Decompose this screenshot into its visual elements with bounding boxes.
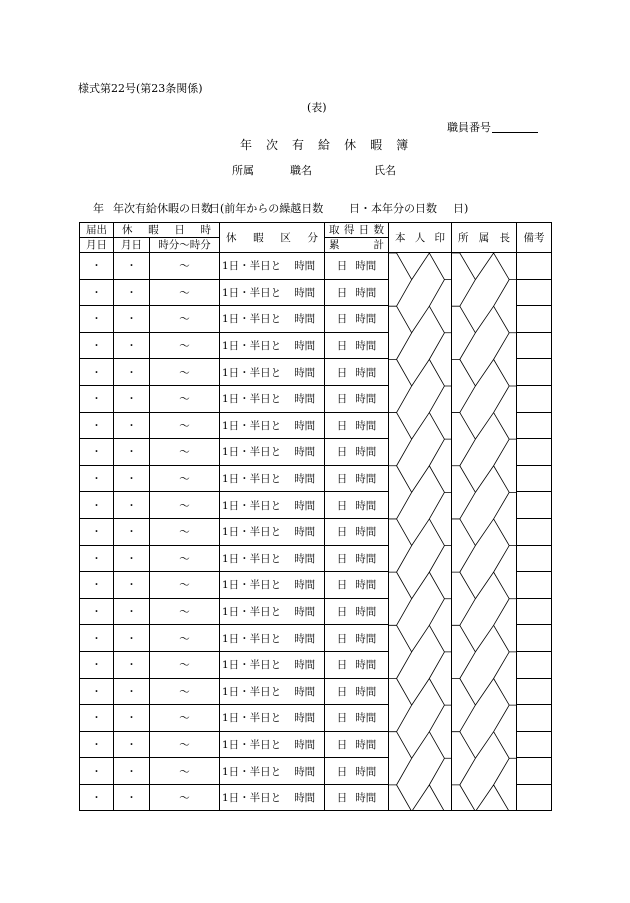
- leave-category-cell[interactable]: [220, 253, 325, 280]
- cumulative-cell[interactable]: [325, 784, 389, 811]
- category-prefix: 1日・半日と: [222, 499, 282, 512]
- cumulative-hours: 時間: [355, 260, 377, 273]
- leave-date-cell[interactable]: ・: [114, 332, 150, 359]
- category-prefix: 1日・半日と: [222, 526, 282, 539]
- time-range-cell[interactable]: ～: [150, 492, 220, 519]
- leave-date-cell[interactable]: ・: [114, 572, 150, 599]
- category-prefix: 1日・半日と: [222, 632, 282, 645]
- category-prefix: 1日・半日と: [222, 606, 282, 619]
- remarks-cell[interactable]: [517, 465, 552, 492]
- cumulative-hours: 時間: [355, 792, 377, 805]
- category-hours: 時間: [294, 792, 316, 805]
- leave-category-cell[interactable]: [220, 598, 325, 625]
- category-prefix: 1日・半日と: [222, 419, 282, 432]
- remarks-cell[interactable]: [517, 253, 552, 280]
- cumulative-hours: 時間: [355, 579, 377, 592]
- cumulative-header: 累 計: [325, 238, 389, 253]
- cumulative-days: 日: [336, 632, 348, 645]
- cumulative-cell[interactable]: [325, 359, 389, 386]
- time-range-cell[interactable]: ～: [150, 705, 220, 732]
- cumulative-days: 日: [336, 738, 348, 751]
- notify-date-cell[interactable]: ・: [80, 572, 114, 599]
- cumulative-days: 日: [336, 579, 348, 592]
- category-prefix: 1日・半日と: [222, 579, 282, 592]
- leave-category-cell[interactable]: [220, 678, 325, 705]
- staff-number-field[interactable]: [492, 121, 538, 133]
- leave-category-cell[interactable]: [220, 625, 325, 652]
- category-hours: 時間: [294, 712, 316, 725]
- category-prefix: 1日・半日と: [222, 446, 282, 459]
- current-unit: 日): [453, 202, 469, 215]
- cumulative-cell[interactable]: [325, 758, 389, 785]
- category-hours: 時間: [294, 659, 316, 672]
- remarks-cell[interactable]: [517, 545, 552, 572]
- leave-category-cell[interactable]: [220, 545, 325, 572]
- cumulative-cell[interactable]: [325, 492, 389, 519]
- cumulative-days: 日: [336, 446, 348, 459]
- leave-datetime-header: 休 暇 日 時: [114, 223, 220, 238]
- cumulative-cell[interactable]: [325, 731, 389, 758]
- leave-date-cell[interactable]: ・: [114, 651, 150, 678]
- cumulative-days: 日: [336, 712, 348, 725]
- cumulative-days: 日: [336, 685, 348, 698]
- leave-date-cell[interactable]: ・: [114, 439, 150, 466]
- remarks-cell[interactable]: [517, 625, 552, 652]
- category-prefix: 1日・半日と: [222, 313, 282, 326]
- category-hours: 時間: [294, 393, 316, 406]
- cumulative-hours: 時間: [355, 313, 377, 326]
- leave-date-cell[interactable]: ・: [114, 279, 150, 306]
- time-range-cell[interactable]: ～: [150, 678, 220, 705]
- leave-date-cell[interactable]: ・: [114, 758, 150, 785]
- self-seal-column[interactable]: [389, 253, 452, 811]
- category-prefix: 1日・半日と: [222, 260, 282, 273]
- cumulative-hours: 時間: [355, 446, 377, 459]
- cumulative-hours: 時間: [355, 419, 377, 432]
- remarks-cell[interactable]: [517, 492, 552, 519]
- leave-category-cell[interactable]: [220, 492, 325, 519]
- remarks-cell[interactable]: [517, 385, 552, 412]
- cumulative-days: 日: [336, 606, 348, 619]
- remarks-cell[interactable]: [517, 572, 552, 599]
- days-unit: 日(前年からの繰越日数: [209, 202, 324, 215]
- remarks-cell[interactable]: [517, 784, 552, 811]
- cumulative-days: 日: [336, 366, 348, 379]
- leave-category-cell[interactable]: [220, 412, 325, 439]
- time-range-cell[interactable]: ～: [150, 253, 220, 280]
- notify-date-cell[interactable]: ・: [80, 518, 114, 545]
- time-range-cell[interactable]: ～: [150, 306, 220, 333]
- time-range-cell[interactable]: ～: [150, 545, 220, 572]
- leave-date-cell[interactable]: ・: [114, 598, 150, 625]
- time-range-cell[interactable]: ～: [150, 412, 220, 439]
- category-prefix: 1日・半日と: [222, 393, 282, 406]
- table-row: [80, 253, 552, 280]
- leave-category-cell[interactable]: [220, 465, 325, 492]
- category-prefix: 1日・半日と: [222, 286, 282, 299]
- cumulative-cell[interactable]: [325, 625, 389, 652]
- leave-category-cell[interactable]: [220, 731, 325, 758]
- notify-date-cell[interactable]: ・: [80, 731, 114, 758]
- time-range-cell[interactable]: ～: [150, 572, 220, 599]
- cumulative-cell[interactable]: [325, 253, 389, 280]
- category-hours: 時間: [294, 552, 316, 565]
- cumulative-hours: 時間: [355, 340, 377, 353]
- time-range-cell[interactable]: ～: [150, 518, 220, 545]
- cumulative-cell[interactable]: [325, 598, 389, 625]
- affiliation-label: 所属: [232, 164, 254, 177]
- title-char: 簿: [396, 138, 409, 152]
- notify-date-cell[interactable]: ・: [80, 598, 114, 625]
- category-hours: 時間: [294, 606, 316, 619]
- time-range-cell[interactable]: ～: [150, 385, 220, 412]
- category-hours: 時間: [294, 340, 316, 353]
- time-range-cell[interactable]: ～: [150, 731, 220, 758]
- dept-head-header: 所 属 長: [452, 223, 517, 253]
- category-hours: 時間: [294, 286, 316, 299]
- cumulative-days: 日: [336, 792, 348, 805]
- front-side-label: (表): [307, 101, 327, 114]
- cumulative-cell[interactable]: [325, 651, 389, 678]
- category-hours: 時間: [294, 473, 316, 486]
- seal-grid: [389, 253, 452, 811]
- seal-grid-lines: [452, 253, 517, 811]
- leave-category-cell[interactable]: [220, 332, 325, 359]
- cumulative-days: 日: [336, 393, 348, 406]
- title-char: 給: [318, 138, 331, 152]
- cumulative-days: 日: [336, 286, 348, 299]
- notify-header-top: 届出: [80, 223, 114, 238]
- seal-grid: [452, 253, 517, 811]
- leave-date-cell[interactable]: ・: [114, 412, 150, 439]
- category-hours: 時間: [294, 632, 316, 645]
- leave-record-table: [79, 222, 552, 811]
- cumulative-cell[interactable]: [325, 678, 389, 705]
- cumulative-hours: 時間: [355, 499, 377, 512]
- category-prefix: 1日・半日と: [222, 659, 282, 672]
- leave-days-line: [93, 200, 468, 216]
- category-hours: 時間: [294, 366, 316, 379]
- notify-date-cell[interactable]: ・: [80, 306, 114, 333]
- remarks-cell[interactable]: [517, 332, 552, 359]
- self-seal-header: 本 人 印: [389, 223, 452, 253]
- cumulative-days: 日: [336, 340, 348, 353]
- notify-date-cell[interactable]: ・: [80, 678, 114, 705]
- cumulative-cell[interactable]: [325, 439, 389, 466]
- time-range-cell[interactable]: ～: [150, 758, 220, 785]
- leave-date-cell[interactable]: ・: [114, 518, 150, 545]
- category-hours: 時間: [294, 579, 316, 592]
- time-range-cell[interactable]: ～: [150, 598, 220, 625]
- category-prefix: 1日・半日と: [222, 765, 282, 778]
- remarks-cell[interactable]: [517, 359, 552, 386]
- notify-date-cell[interactable]: ・: [80, 705, 114, 732]
- cumulative-hours: 時間: [355, 765, 377, 778]
- notify-date-cell[interactable]: ・: [80, 651, 114, 678]
- cumulative-cell[interactable]: [325, 545, 389, 572]
- leave-category-cell[interactable]: [220, 439, 325, 466]
- leave-category-cell[interactable]: [220, 784, 325, 811]
- category-hours: 時間: [294, 313, 316, 326]
- category-prefix: 1日・半日と: [222, 738, 282, 751]
- time-range-cell[interactable]: ～: [150, 332, 220, 359]
- title-char: 有: [292, 138, 305, 152]
- leave-date-cell[interactable]: ・: [114, 306, 150, 333]
- cumulative-hours: 時間: [355, 712, 377, 725]
- notify-date-cell[interactable]: ・: [80, 784, 114, 811]
- carryover-unit: 日・本年分の日数: [349, 202, 437, 215]
- cumulative-cell[interactable]: [325, 412, 389, 439]
- cumulative-days: 日: [336, 419, 348, 432]
- leave-date-cell[interactable]: ・: [114, 705, 150, 732]
- cumulative-hours: 時間: [355, 685, 377, 698]
- category-hours: 時間: [294, 685, 316, 698]
- time-range-cell[interactable]: ～: [150, 439, 220, 466]
- cumulative-hours: 時間: [355, 286, 377, 299]
- notify-date-cell[interactable]: ・: [80, 625, 114, 652]
- cumulative-hours: 時間: [355, 659, 377, 672]
- category-hours: 時間: [294, 738, 316, 751]
- remarks-cell[interactable]: [517, 306, 552, 333]
- form-number: 様式第22号(第23条関係): [78, 82, 203, 95]
- remarks-cell[interactable]: [517, 678, 552, 705]
- category-prefix: 1日・半日と: [222, 712, 282, 725]
- category-hours: 時間: [294, 499, 316, 512]
- cumulative-days: 日: [336, 260, 348, 273]
- leave-date-cell[interactable]: ・: [114, 359, 150, 386]
- leave-category-cell[interactable]: [220, 651, 325, 678]
- position-label: 職名: [290, 164, 312, 177]
- notify-date-cell[interactable]: ・: [80, 545, 114, 572]
- name-label: 氏名: [374, 164, 396, 177]
- cumulative-hours: 時間: [355, 366, 377, 379]
- staff-number-label: 職員番号: [447, 121, 491, 134]
- notify-date-cell[interactable]: ・: [80, 253, 114, 280]
- annual-days-label: 年次有給休暇の日数: [113, 202, 212, 215]
- notify-date-cell[interactable]: ・: [80, 332, 114, 359]
- time-range-cell[interactable]: ～: [150, 465, 220, 492]
- staff-number: [447, 119, 538, 135]
- cumulative-days: 日: [336, 499, 348, 512]
- leave-category-cell[interactable]: [220, 758, 325, 785]
- affiliation-line: [232, 162, 396, 178]
- leave-category-cell[interactable]: [220, 518, 325, 545]
- category-hours: 時間: [294, 419, 316, 432]
- time-range-header: 時分～時分: [150, 238, 220, 253]
- cumulative-days: 日: [336, 552, 348, 565]
- cumulative-cell[interactable]: [325, 705, 389, 732]
- cumulative-hours: 時間: [355, 526, 377, 539]
- notify-date-cell[interactable]: ・: [80, 439, 114, 466]
- cumulative-cell[interactable]: [325, 279, 389, 306]
- leave-category-cell[interactable]: [220, 306, 325, 333]
- cumulative-cell[interactable]: [325, 332, 389, 359]
- cumulative-cell[interactable]: [325, 572, 389, 599]
- leave-date-cell[interactable]: ・: [114, 678, 150, 705]
- remarks-cell[interactable]: [517, 598, 552, 625]
- remarks-cell[interactable]: [517, 279, 552, 306]
- cumulative-days: 日: [336, 659, 348, 672]
- notify-date-cell[interactable]: ・: [80, 279, 114, 306]
- leave-category-cell[interactable]: [220, 279, 325, 306]
- time-range-cell[interactable]: ～: [150, 625, 220, 652]
- remarks-cell[interactable]: [517, 731, 552, 758]
- notify-date-cell[interactable]: ・: [80, 359, 114, 386]
- cumulative-cell[interactable]: [325, 465, 389, 492]
- cumulative-hours: 時間: [355, 738, 377, 751]
- cumulative-days: 日: [336, 526, 348, 539]
- leave-date-cell[interactable]: ・: [114, 625, 150, 652]
- notify-date-cell[interactable]: ・: [80, 758, 114, 785]
- title-char: 暇: [370, 138, 383, 152]
- category-hours: 時間: [294, 765, 316, 778]
- leave-category-cell[interactable]: [220, 359, 325, 386]
- title-char: 休: [344, 138, 357, 152]
- leave-category-cell[interactable]: [220, 385, 325, 412]
- cumulative-cell[interactable]: [325, 306, 389, 333]
- cumulative-hours: 時間: [355, 632, 377, 645]
- leave-category-cell[interactable]: [220, 705, 325, 732]
- leave-date-cell[interactable]: ・: [114, 545, 150, 572]
- cumulative-cell[interactable]: [325, 385, 389, 412]
- remarks-cell[interactable]: [517, 758, 552, 785]
- category-prefix: 1日・半日と: [222, 685, 282, 698]
- category-prefix: 1日・半日と: [222, 366, 282, 379]
- cumulative-days: 日: [336, 473, 348, 486]
- leave-date-cell[interactable]: ・: [114, 731, 150, 758]
- leave-date-cell[interactable]: ・: [114, 492, 150, 519]
- category-hours: 時間: [294, 446, 316, 459]
- notify-date-cell[interactable]: ・: [80, 492, 114, 519]
- category-hours: 時間: [294, 526, 316, 539]
- leave-category-header: 休 暇 区 分: [220, 223, 325, 253]
- title-char: 次: [266, 138, 279, 152]
- leave-category-cell[interactable]: [220, 572, 325, 599]
- remarks-cell[interactable]: [517, 518, 552, 545]
- leave-date-cell[interactable]: ・: [114, 253, 150, 280]
- document-title: [240, 136, 422, 153]
- time-range-cell[interactable]: ～: [150, 784, 220, 811]
- cumulative-hours: 時間: [355, 552, 377, 565]
- remarks-cell[interactable]: [517, 412, 552, 439]
- cumulative-hours: 時間: [355, 393, 377, 406]
- cumulative-hours: 時間: [355, 473, 377, 486]
- category-prefix: 1日・半日と: [222, 340, 282, 353]
- notify-date-cell[interactable]: ・: [80, 412, 114, 439]
- seal-grid-lines: [389, 253, 452, 811]
- remarks-cell[interactable]: [517, 651, 552, 678]
- notify-header-bottom: 月日: [80, 238, 114, 253]
- time-range-cell[interactable]: ～: [150, 279, 220, 306]
- cumulative-days: 日: [336, 765, 348, 778]
- time-range-cell[interactable]: ～: [150, 359, 220, 386]
- remarks-cell[interactable]: [517, 705, 552, 732]
- cumulative-days: 日: [336, 313, 348, 326]
- time-range-cell[interactable]: ～: [150, 651, 220, 678]
- category-prefix: 1日・半日と: [222, 473, 282, 486]
- category-prefix: 1日・半日と: [222, 792, 282, 805]
- category-hours: 時間: [294, 260, 316, 273]
- cumulative-cell[interactable]: [325, 518, 389, 545]
- notify-date-cell[interactable]: ・: [80, 465, 114, 492]
- leave-date-cell[interactable]: ・: [114, 385, 150, 412]
- dept-head-seal-column[interactable]: [452, 253, 517, 811]
- remarks-cell[interactable]: [517, 439, 552, 466]
- category-prefix: 1日・半日と: [222, 552, 282, 565]
- leave-date-cell[interactable]: ・: [114, 784, 150, 811]
- month-day-header: 月日: [114, 238, 150, 253]
- remarks-header: 備考: [517, 223, 552, 253]
- cumulative-hours: 時間: [355, 606, 377, 619]
- notify-date-cell[interactable]: ・: [80, 385, 114, 412]
- acquired-days-header: 取 得 日 数: [325, 223, 389, 238]
- leave-date-cell[interactable]: ・: [114, 465, 150, 492]
- title-char: 年: [240, 138, 253, 152]
- year-label: 年: [93, 202, 104, 215]
